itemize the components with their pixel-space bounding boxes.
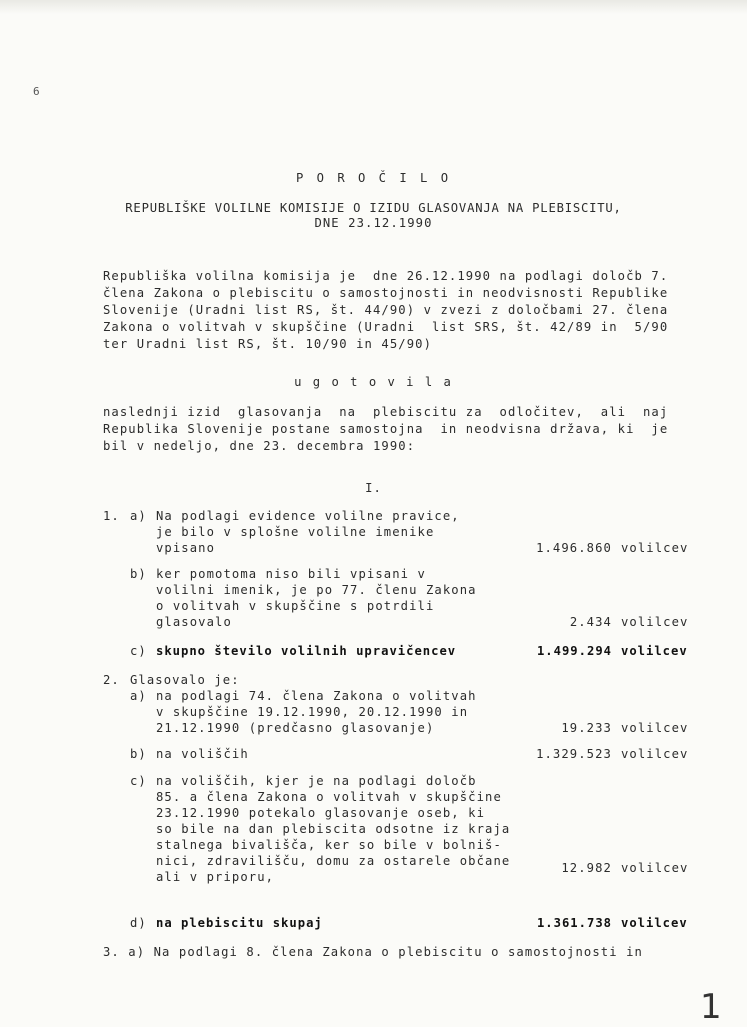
item-value: 1.329.523 <box>536 747 612 761</box>
page-number: 6 <box>33 85 40 98</box>
item-text: volilni imenik, je po 77. členu Zakona <box>156 583 477 597</box>
item-marker: c) <box>130 644 147 658</box>
report-subtitle-line2: DNE 23.12.1990 <box>314 216 433 230</box>
item-text: je bilo v splošne volilne imenike <box>156 525 435 539</box>
eligible-voters-total-label: skupno število volilnih upravičencev <box>156 644 457 658</box>
plebiscite-total-label: na plebiscitu skupaj <box>156 916 323 930</box>
item-marker: d) <box>130 916 147 930</box>
item-number: 2. <box>103 673 120 687</box>
item-unit: volilcev <box>621 644 688 658</box>
eligible-voters-total-value: 1.499.294 <box>536 644 612 658</box>
result-intro-line: bil v nedeljo, dne 23. decembra 1990: <box>103 439 416 453</box>
item-value: 1.496.860 <box>536 541 612 555</box>
item-text: so bile na dan plebiscita odsotne iz kraja <box>156 822 511 836</box>
item-text: o volitvah v skupščine s potrdili <box>156 599 435 613</box>
item-text: stalnega bivališča, ker so bile v bolniš- <box>156 838 502 852</box>
item-text: 21.12.1990 (predčasno glasovanje) <box>156 721 435 735</box>
result-intro-line: naslednji izid glasovanja na plebiscitu za odločitev, ali naj <box>103 405 669 419</box>
item-text: v skupščine 19.12.1990, 20.12.1990 in <box>156 705 469 719</box>
item-marker: b) <box>130 567 147 581</box>
item-marker: c) <box>130 774 147 788</box>
item-text: na voliščih <box>156 747 249 761</box>
item-value: 12.982 <box>561 861 612 875</box>
item-text: Na podlagi evidence volilne pravice, <box>156 509 460 523</box>
item-text: 23.12.1990 potekalo glasovanje oseb, ki <box>156 806 486 820</box>
intro-line: člena Zakona o plebiscitu o samostojnosti in neodvisnosti Republike <box>103 286 669 300</box>
intro-line: ter Uradni list RS, št. 10/90 in 45/90) <box>103 337 433 351</box>
plebiscite-total-value: 1.361.738 <box>536 916 612 930</box>
item-text: nici, zdravilišču, domu za ostarele občane <box>156 854 511 868</box>
item-number: 1. <box>103 509 120 523</box>
section-roman-numeral: I. <box>365 481 382 495</box>
intro-line: Zakona o volitvah v skupščine (Uradni list SRS, št. 42/89 in 5/90 <box>103 320 669 334</box>
intro-line: Republiška volilna komisija je dne 26.12.1990 na podlagi določb 7. <box>103 269 669 283</box>
item-marker: a) <box>130 509 147 523</box>
item-value: 2.434 <box>569 615 612 629</box>
item-text: glasovalo <box>156 615 232 629</box>
item-unit: volilcev <box>621 747 689 761</box>
item-text: ali v priporu, <box>156 870 275 884</box>
item-text: ker pomotoma niso bili vpisani v <box>156 567 426 581</box>
ugotovila-heading: u g o t o v i l a <box>294 375 453 389</box>
item-unit: volilcev <box>621 541 689 555</box>
intro-line: Slovenije (Uradni list RS, št. 44/90) v zvezi z določbami 27. člena <box>103 303 669 317</box>
item-heading: Glasovalo je: <box>130 673 240 687</box>
item-marker: a) <box>130 689 147 703</box>
scan-edge-shadow <box>0 0 747 14</box>
item-unit: volilcev <box>621 861 689 875</box>
item-value: 19.233 <box>561 721 612 735</box>
item-text: 85. a člena Zakona o volitvah v skupščine <box>156 790 502 804</box>
report-title: P O R O Č I L O <box>295 171 452 185</box>
item-unit: volilcev <box>621 615 689 629</box>
item-text: na voliščih, kjer je na podlagi določb <box>156 774 477 788</box>
item-text: vpisano <box>156 541 216 555</box>
item-text: na podlagi 74. člena Zakona o volitvah <box>156 689 477 703</box>
item-unit: volilcev <box>621 916 688 930</box>
corner-handwritten-mark: 1 <box>700 987 722 1027</box>
result-intro-line: Republika Slovenije postane samostojna in neodvisna država, ki je <box>103 422 669 436</box>
item-marker: b) <box>130 747 147 761</box>
report-subtitle-line1: REPUBLIŠKE VOLILNE KOMISIJE O IZIDU GLASOVANJA NA PLEBISCITU, <box>125 201 622 215</box>
section3-line: 3. a) Na podlagi 8. člena Zakona o plebiscitu o samostojnosti in <box>103 945 643 959</box>
item-unit: volilcev <box>621 721 689 735</box>
